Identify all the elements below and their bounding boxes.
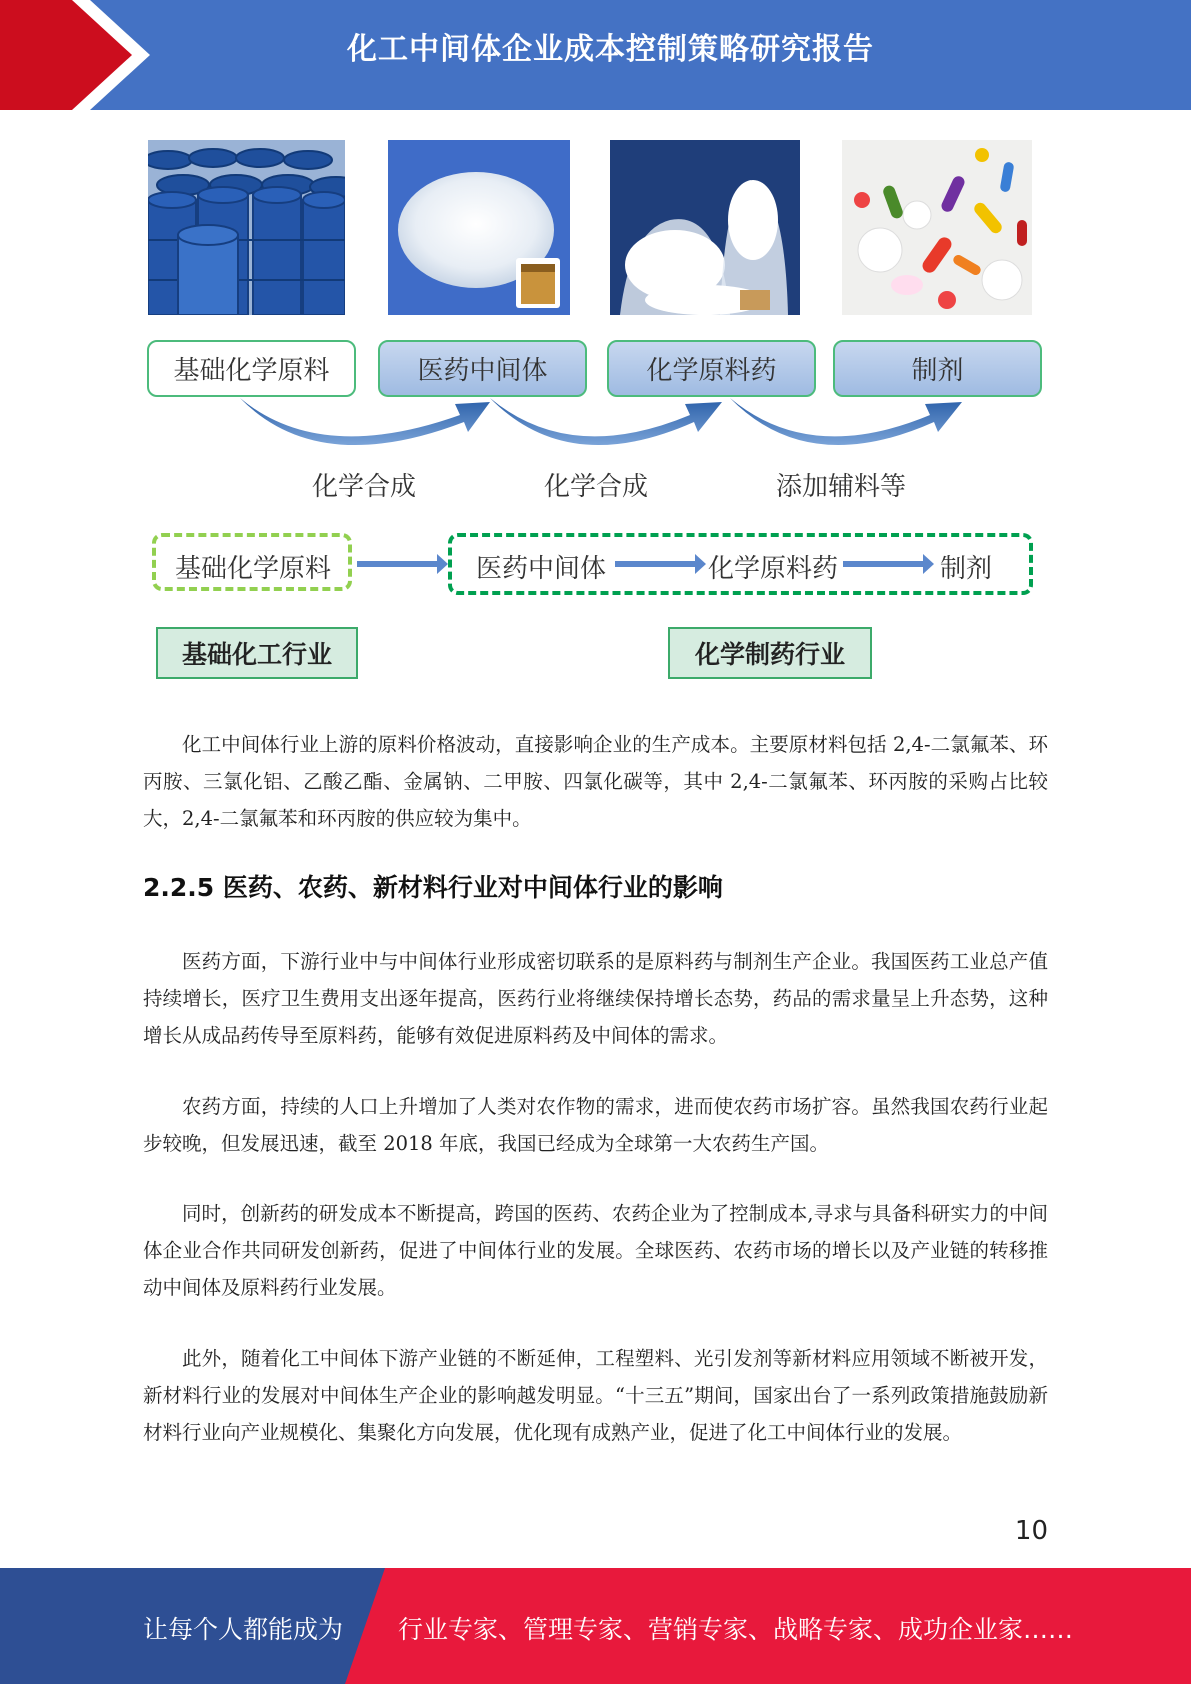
footer-slogan-left: 让每个人都能成为 [143, 1615, 344, 1644]
footer-slogan-right: 行业专家、管理专家、营销专家、战略专家、成功企业家…… [398, 1615, 1074, 1644]
process-label-synthesis-2: 化学合成 [544, 472, 649, 502]
pills-photo [842, 140, 1032, 315]
page-number: 10 [1014, 1516, 1048, 1546]
flow-box-pharma-intermediates: 医药中间体 [378, 340, 587, 397]
flow-box-preparations: 制剂 [833, 340, 1042, 397]
chemical-drums-photo [148, 140, 345, 315]
chain-label-basic-chemicals: 基础化学原料 [175, 554, 332, 584]
white-powder-photo [388, 140, 570, 315]
paragraph-raw-materials: 化工中间体行业上游的原料价格波动，直接影响企业的生产成本。主要原材料包括 2,4-二氯氟苯、环丙胺、三氯化铝、乙酸乙酯、金属钠、二甲胺、四氯化碳等，其中 2,4-二氯氟苯、环丙胺的采购占比较大，2,4-二氯氟苯和环丙胺的供应较为集中。 [143, 733, 1048, 830]
process-label-excipients: 添加辅料等 [776, 472, 907, 502]
page-header [0, 0, 1191, 110]
curved-process-arrows [0, 390, 1191, 460]
chain-label-intermediates: 医药中间体 [476, 554, 607, 584]
paragraph-new-materials: 此外，随着化工中间体下游产业链的不断延伸，工程塑料、光引发剂等新材料应用领域不断被开发，新材料行业的发展对中间体生产企业的影响越发明显。“十三五”期间，国家出台了一系列政策措施鼓励新材料行业向产业规模化、集聚化方向发展，优化现有成熟产业，促进了化工中间体行业的发展。 [143, 1347, 1048, 1444]
paragraph-innovation: 同时，创新药的研发成本不断提高，跨国的医药、农药企业为了控制成本,寻求与具备科研实力的中间体企业合作共同研发创新药，促进了中间体行业的发展。全球医药、农药市场的增长以及产业链的转移推动中间体及原料药行业发展。 [143, 1202, 1048, 1299]
sector-basic-chemical-industry: 基础化工行业 [156, 627, 358, 679]
chain-label-api: 化学原料药 [708, 554, 839, 584]
flow-box-api: 化学原料药 [607, 340, 816, 397]
flow-box-basic-chemicals: 基础化学原料 [147, 340, 356, 397]
chain-label-preparations: 制剂 [940, 554, 993, 584]
paragraph-pharma: 医药方面，下游行业中与中间体行业形成密切联系的是原料药与制剂生产企业。我国医药工业总产值持续增长，医疗卫生费用支出逐年提高，医药行业将继续保持增长态势，药品的需求量呈上升态势，这种增长从成品药传导至原料药，能够有效促进原料药及中间体的需求。 [143, 950, 1048, 1047]
paragraph-pesticide: 农药方面，持续的人口上升增加了人类对农作物的需求，进而使农药市场扩容。虽然我国农药行业起步较晚，但发展迅速，截至 2018 年底，我国已经成为全球第一大农药生产国。 [143, 1095, 1048, 1155]
section-heading: 2.2.5 医药、农药、新材料行业对中间体行业的影响 [143, 873, 723, 902]
powder-in-bags-photo [610, 140, 800, 315]
sector-pharma-industry: 化学制药行业 [668, 627, 872, 679]
header-title: 化工中间体企业成本控制策略研究报告 [347, 32, 874, 67]
process-label-synthesis-1: 化学合成 [312, 472, 417, 502]
